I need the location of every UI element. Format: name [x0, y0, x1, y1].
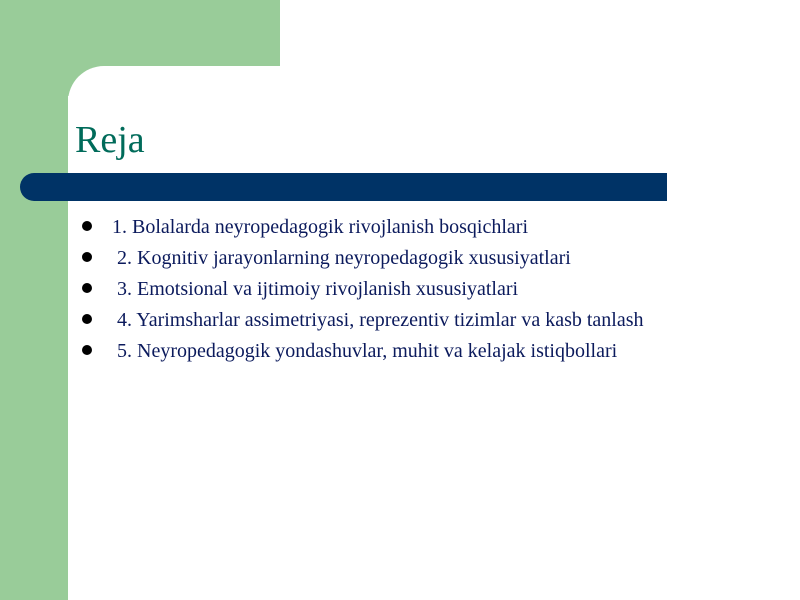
bullet-text: 3. Emotsional va ijtimoiy rivojlanish xususiyatlari: [112, 278, 519, 300]
bullet-text: 1. Bolalarda neyropedagogik rivojlanish bosqichlari: [112, 216, 529, 238]
bullet-dot-icon: [82, 314, 92, 324]
bullet-text: 2. Kognitiv jarayonlarning neyropedagogik xususiyatlari: [112, 247, 571, 269]
bullet-dot-icon: [82, 252, 92, 262]
bullet-text: 4. Yarimsharlar assimetriyasi, reprezentiv tizimlar va kasb tanlash: [112, 309, 644, 331]
bullet-text: 5. Neyropedagogik yondashuvlar, muhit va kelajak istiqbollari: [112, 340, 618, 362]
bullet-dot-icon: [82, 221, 92, 231]
slide-title: Reja: [75, 119, 145, 161]
title-underline-bar: [20, 173, 667, 201]
bullet-dot-icon: [82, 283, 92, 293]
bullet-dot-icon: [82, 345, 92, 355]
